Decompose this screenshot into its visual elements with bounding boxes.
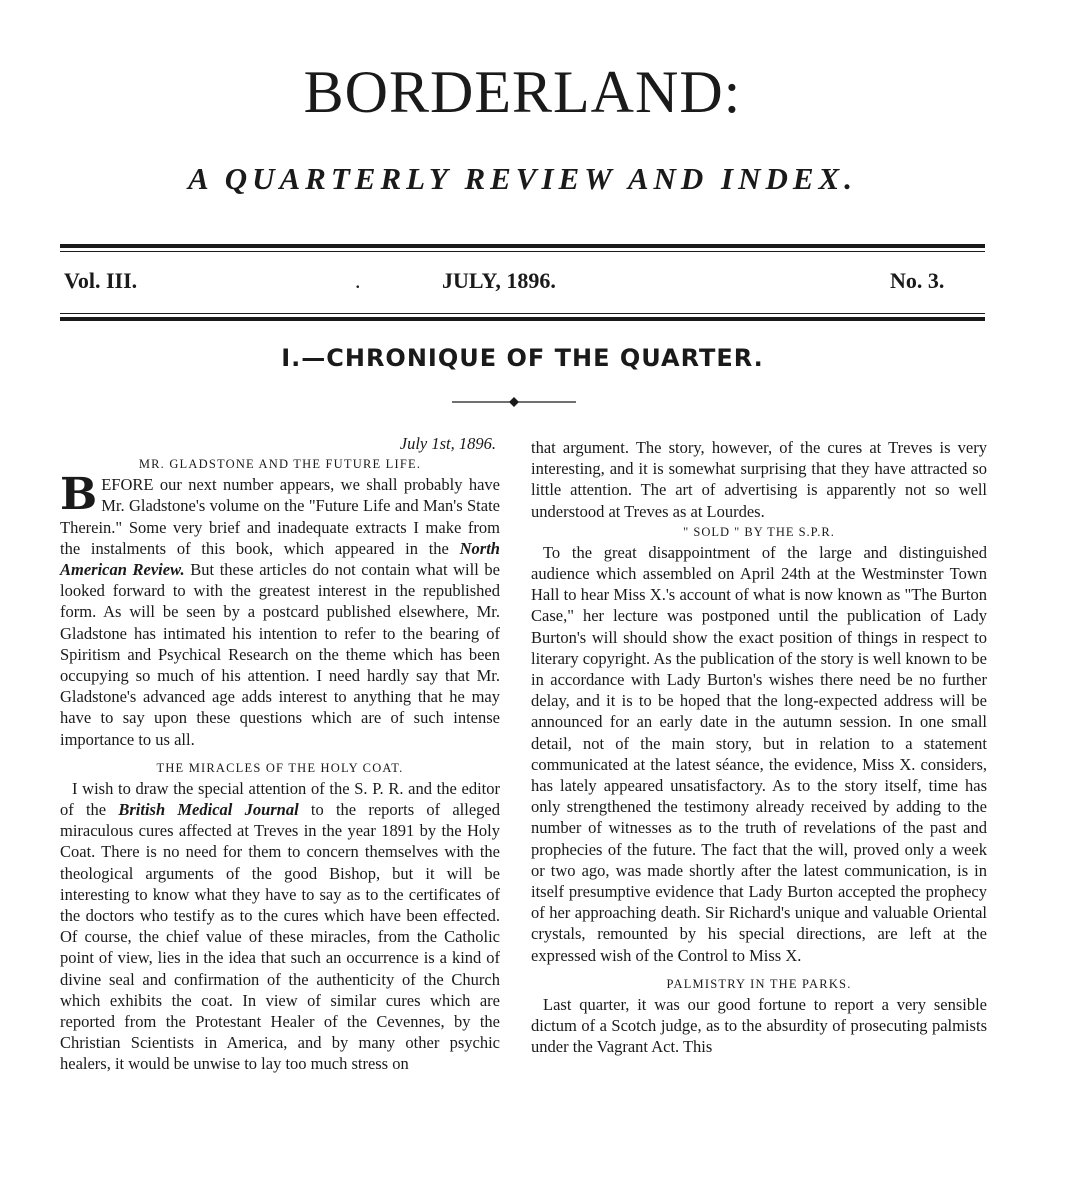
rule-top-thin	[60, 251, 985, 252]
paragraph-gladstone	[60, 469, 500, 750]
ornament-divider	[452, 396, 576, 408]
paragraph-holy-coat	[60, 778, 500, 1075]
issue-date: JULY, 1896.	[442, 268, 556, 293]
masthead-subtitle: A QUARTERLY REVIEW AND INDEX.	[188, 161, 857, 196]
paragraph-burton: To the great disappointment of the large and distinguished audience which assembled on April 24th at the Westminster Town Hall to hear Miss X.'s account of what is now known as "The Burton Case," her lecture was postponed until the publication of Lady Burton's will should show the exact position of things in respect to literary copyright. As the publication of the story is well known to be in accordance with Lady Burton's wishes there need be no further delay, and it is to be hoped that the long-expected address will be announced for an early date in the autumn session. In one small detail, not of the main story, but in relation to a statement communicated at the latest séance, the evidence, Miss X. considers, has lately appeared unsatisfactory. As to the story itself, time has only strengthened the testimony already received by adding to the number of witnesses as to the truth of revelations of the past and prophecies of the future. The fact that the will, proved only a week or two ago, was made shortly after the latest communication, is in itself presumptive evidence that Lady Burton accepted the prophecy of her approaching death. Sir Richard's unique and valuable Oriental crystals, remounted by his special directions, are left at the expressed wish of the Control to Miss X.	[531, 542, 987, 965]
dot-mark: .	[355, 268, 361, 293]
section-head-holy-coat: THE MIRACLES OF THE HOLY COAT.	[156, 760, 404, 775]
paragraph-treves: that argument. The story, however, of the cures at Treves is very interesting, and it is somewhat surprising that they have attracted so little attention. The art of advertising is apparently not so well understood at Treves as at Lourdes.	[531, 438, 987, 521]
rule-mid-thin	[60, 313, 985, 314]
para-emphasis: North American Review.	[60, 538, 500, 580]
drop-cap: B	[60, 469, 98, 521]
volume-label: Vol. III.	[64, 268, 138, 293]
para-emphasis: British Medical Journal	[118, 800, 299, 820]
section-title: I.—CHRONIQUE OF THE QUARTER.	[281, 344, 764, 372]
masthead-title: BORDERLAND:	[303, 59, 742, 125]
para-text: But these articles do not contain what will be looked forward to with the greatest interest in the republished form. As will be seen by a postcard published elsewhere, Mr. Gladstone has intimated his intention to refer to the bearing of Spiritism and Psychical Research on the theme which has been occupying so much of his attention. I need hardly say that Mr. Gladstone's advanced age adds interest to anything that he may have to say upon these questions which are of such intense importance to us all.	[60, 560, 500, 749]
section-head-gladstone: MR. GLADSTONE AND THE FUTURE LIFE.	[138, 457, 422, 472]
para-text: to the reports of alleged miraculous cures affected at Treves in the year 1891 by the Holy Coat. There is no need for them to concern themselves with the theological arguments of the good Bishop, but it will be interesting to know what they have to say as to the certificates of the doctors who testify as to the cures which have been effected. Of course, the chief value of these miracles, from the Catholic point of view, lies in the idea that such an occurrence is a kind of divine seal and confirmation of the authenticity of the Church which exhibits the coat. In view of similar cures which are reported from the Protestant Healer of the Cevennes, by the Christian Scientists in America, and by many other psychic healers, it would be unwise to lay too much stress on	[60, 800, 501, 1074]
issue-number: No. 3.	[890, 268, 945, 293]
section-head-palmistry: PALMISTRY IN THE PARKS.	[666, 976, 852, 991]
rule-mid-thick	[60, 317, 985, 321]
section-head-sold: " SOLD " BY THE S.P.R.	[683, 524, 835, 539]
rule-top-thick	[60, 244, 985, 248]
right-column	[531, 437, 987, 1057]
dateline: July 1st, 1896.	[399, 434, 496, 453]
issue-row	[60, 268, 960, 304]
para-text: EFORE our next number appears, we shall probably have Mr. Gladstone's volume on the "Future Life and Man's State Therein." Some very brief and inadequate extracts I make from the instalments of this book, which appeared in the	[60, 475, 500, 558]
left-column	[60, 433, 500, 1075]
paragraph-palmistry: Last quarter, it was our good fortune to report a very sensible dictum of a Scotch judge, as to the absurdity of prosecuting palmists under the Vagrant Act. This	[531, 994, 987, 1057]
para-text: I wish to draw the special attention of the S. P. R. and the editor of the	[60, 778, 500, 820]
